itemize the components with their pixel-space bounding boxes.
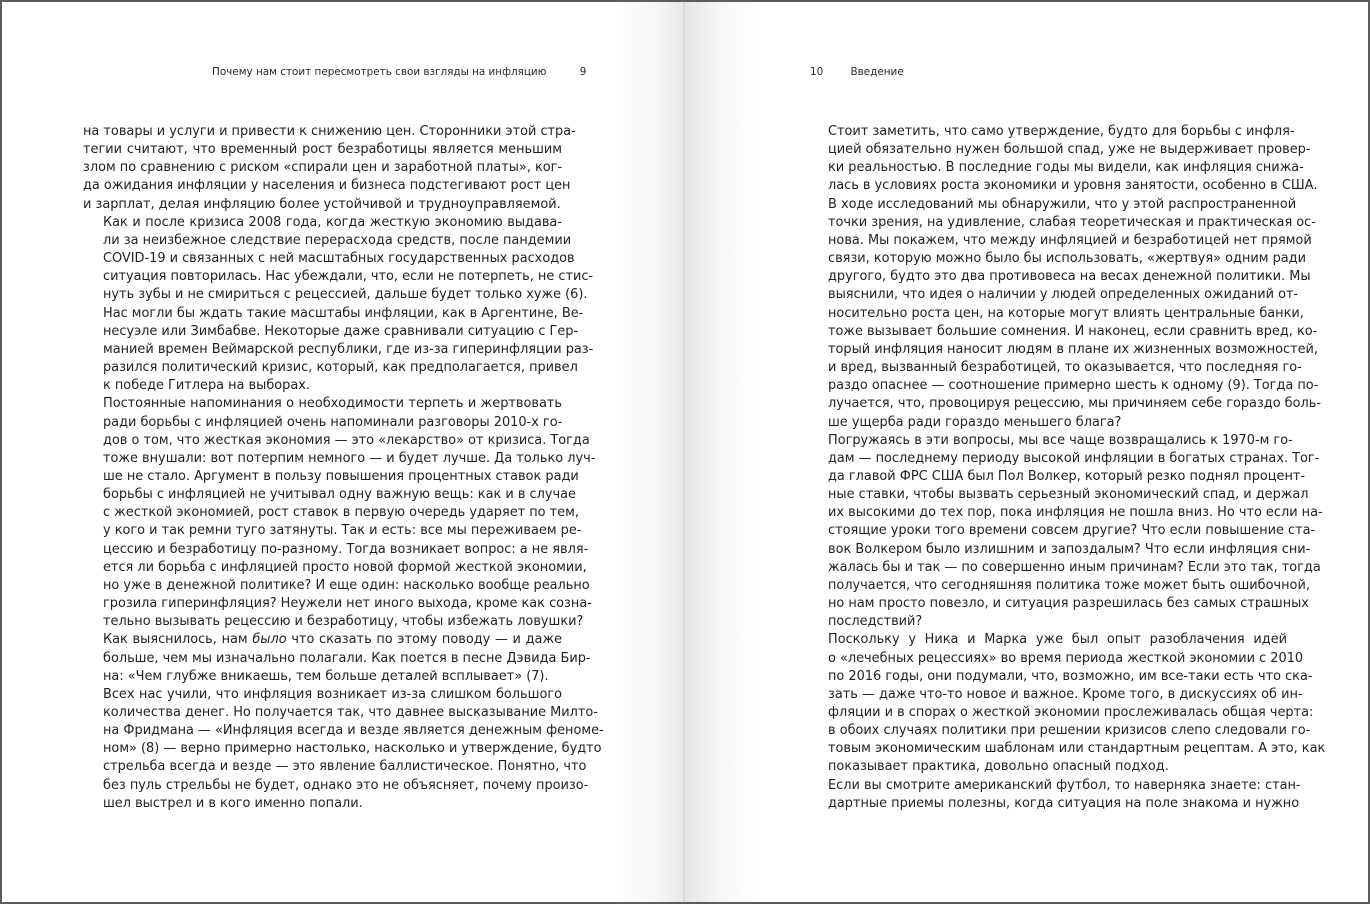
spine-shadow <box>685 2 755 902</box>
text-line: тоже внушали: вот потерпим немного — и будет лучше. Да только луч- <box>103 450 596 466</box>
text-line: нова. Мы покажем, что между инфляцией и безработицей нет прямой <box>828 232 1312 248</box>
text-line: цессию и безработицу по-разному. Тогда возникает вопрос: а не явля- <box>103 541 589 557</box>
paragraph <box>83 686 604 813</box>
text-line: тегии считают, что временный рост безработицы является меньшим <box>83 142 562 158</box>
text-line: Постоянные напоминания о необходимости терпеть и жертвовать <box>103 396 562 412</box>
text-line: получается, что сегодняшняя политика тоже может быть ошибочной, <box>828 577 1310 593</box>
text-line: грозила гиперинфляция? Неужели нет иного выхода, кроме как созна- <box>103 596 592 612</box>
emphasis: было <box>252 632 287 648</box>
text-line: на товары и услуги и привести к снижению цен. Сторонники этой стра- <box>83 124 576 139</box>
running-head-title: Почему нам стоит пересмотреть свои взгляды на инфляцию <box>212 66 547 78</box>
text-line: Всех нас учили, что инфляция возникает из-за слишком большого <box>103 686 562 702</box>
text-line: связи, которую можно было бы использовать, «жертвуя» одним ради <box>828 251 1306 267</box>
paragraph <box>83 123 576 214</box>
text-line: количества денег. Но получается так, что давнее высказывание Милто- <box>103 705 598 720</box>
text-line: вок Волкером было излишним и запоздалым? Что если инфляция сни- <box>828 541 1311 557</box>
text-line: да ожидания инфляции у населения и бизнеса подстегивают рост цен <box>83 178 571 194</box>
text-line: ли за неизбежное следствие перерасхода средств, после пандемии <box>103 232 572 248</box>
text-line: по 2016 годы, они подумали, что, возможно, им все-таки есть что ска- <box>828 668 1313 684</box>
text-line: о «лечебных рецессиях» во время периода жесткой экономии с 2010 <box>828 650 1304 666</box>
text-line: злом по сравнению с риском «спирали цен и заработной платы», ког- <box>83 160 563 176</box>
text-line: Нас могли бы ждать такие масштабы инфляции, как в Аргентине, Ве- <box>103 305 584 321</box>
paragraph <box>808 631 1326 776</box>
text-line: Если вы смотрите американский футбол, то наверняка знаете: стан- <box>828 777 1301 793</box>
text-line: без пуль стрельбы не будет, однако это не объясняет, почему произо- <box>103 777 589 793</box>
text-line: манией времен Веймарской республики, где из-за гиперинфляции раз- <box>103 341 594 357</box>
text-line: больше, чем мы изначально полагали. Как поется в песне Дэвида Бир- <box>103 650 591 666</box>
text-line: В ходе исследований мы обнаружили, что у этой распространенной <box>828 196 1297 212</box>
page-number: 10 <box>810 66 824 78</box>
text-line: торый инфляция наносит людям в плане их жизненных возможностей, <box>828 341 1319 357</box>
text-line: в обоих случаях политики при решении кризисов слепо следовали го- <box>828 723 1311 739</box>
text-line: выяснили, что идея о наличии у людей определенных ожиданий от- <box>828 287 1299 303</box>
text-line: у кого и так ремни туго затянуты. Так и есть: все мы переживаем ре- <box>103 523 582 539</box>
text-line: лась в условиях роста экономики и уровня занятости, особенно в США. <box>828 178 1318 194</box>
book-spine <box>683 2 685 902</box>
paragraph <box>83 631 591 685</box>
text-line: точки зрения, на удивление, слабая теоретическая и практическая ос- <box>828 214 1316 230</box>
text-line: Погружаясь в эти вопросы, мы все чаще возвращались к 1970-м го- <box>828 432 1293 448</box>
running-head <box>212 66 586 78</box>
running-head <box>810 66 904 78</box>
right-page <box>685 2 1368 902</box>
text-line: последствий? <box>828 614 923 630</box>
text-line: ше ущерба ради гораздо меньшего блага? <box>828 414 1122 430</box>
body-text <box>808 123 1326 813</box>
text-line: на: «Чем глубже вникаешь, тем больше деталей всплывает» (7). <box>103 668 549 684</box>
text-line: нуть зубы и не смириться с рецессией, дальше будет только хуже (6). <box>103 287 588 303</box>
paragraph <box>83 395 596 631</box>
text-line: фляции и в спорах о жесткой экономии прослеживалась общая черта: <box>828 705 1314 720</box>
text-line: жалась бы и так — по совершенно иным причинам? Если это так, тогда <box>828 559 1321 575</box>
page-number: 9 <box>579 66 587 78</box>
book-spread-viewer <box>2 2 1368 902</box>
text-line: Как и после кризиса 2008 года, когда жесткую экономию выдава- <box>103 214 562 230</box>
left-page <box>2 2 685 902</box>
text-line: и зарплат, делая инфляцию более устойчивой и трудноуправляемой. <box>83 196 561 212</box>
text-line: лучается, что, провоцируя рецессию, мы причиняем себе гораздо боль- <box>828 396 1322 412</box>
text-line: их высокими до тех пор, пока инфляция не пошла вниз. Но что если на- <box>828 505 1323 521</box>
text-line: дов о том, что жесткая экономия — это «лекарство» от кризиса. Тогда <box>103 432 590 448</box>
text-line: шел выстрел и в кого именно попали. <box>103 795 363 811</box>
text-line: Как выяснилось, нам было что сказать по этому поводу — и даже <box>103 632 563 648</box>
text-line: стоящие уроки того времени совсем другие? Что если повышение ста- <box>828 523 1316 539</box>
paragraph <box>808 123 1322 432</box>
text-line: цией обязательно нужен большой спад, уже не выдерживает провер- <box>828 142 1311 158</box>
text-line: к победе Гитлера на выборах. <box>103 378 310 394</box>
text-line: дам — последнему периоду высокой инфляции в богатых странах. Тог- <box>828 450 1320 466</box>
text-line: борьбы с инфляцией не учитывал одну важную вещь: как и в случае <box>103 487 576 503</box>
text-line: ки реальностью. В последние годы мы видели, как инфляция снижа- <box>828 160 1304 176</box>
text-line: несуэле или Зимбабве. Некоторые даже сравнивали ситуацию с Гер- <box>103 323 579 339</box>
text-line: да главой ФРС США был Пол Волкер, который резко поднял процент- <box>828 468 1306 484</box>
text-line: показывает практика, довольно опасный подход. <box>828 759 1169 775</box>
text-line: ется ли борьба с инфляцией просто новой формой жесткой экономии, <box>103 559 587 575</box>
paragraph <box>83 214 594 396</box>
running-head-title: Введение <box>850 66 904 78</box>
text-line: ные ставки, чтобы вызвать серьезный экономический спад, и держал <box>828 487 1309 503</box>
text-line: разился политический кризис, который, как предполагается, привел <box>103 360 578 376</box>
text-line: дартные приемы полезны, когда ситуация на поле знакома и нужно <box>828 795 1300 811</box>
paragraph <box>808 432 1323 632</box>
text-line: носительно роста цен, на которые могут влиять центральные банки, <box>828 305 1304 321</box>
text-line: ситуация повторилась. Нас убеждали, что, если не потерпеть, не стис- <box>103 269 594 285</box>
text-line: тоже вызывает большие сомнения. И наконец, если сравнить вред, ко- <box>828 323 1318 339</box>
text-line: COVID-19 и связанных с ней масштабных государственных расходов <box>103 251 575 267</box>
text-line: тельно вызывать рецессию и безработицу, чтобы избежать ловушки? <box>103 614 584 630</box>
text-line: зать — даже что-то новое и важное. Кроме того, в дискуссиях об ин- <box>828 686 1303 702</box>
text-line: раздо опаснее — соотношение примерно шесть к одному (9). Тогда по- <box>828 378 1319 394</box>
paragraph <box>808 777 1301 813</box>
text-line: Поскольку у Ника и Марка уже был опыт разоблачения идей <box>828 632 1287 648</box>
text-line: и вред, вызванный безработицей, то оказывается, что последняя го- <box>828 360 1302 376</box>
text-line: Стоит заметить, что само утверждение, будто для борьбы с инфля- <box>828 124 1295 139</box>
text-line: ше не стало. Аргумент в пользу повышения процентных ставок ради <box>103 468 579 484</box>
text-line: ном» (8) — верно примерно настолько, насколько и утверждение, будто <box>103 741 602 757</box>
body-text <box>83 123 604 813</box>
text-line: но уже в денежной политике? И еще один: насколько вообще реально <box>103 577 590 593</box>
text-line: стрельба всегда и везде — это явление баллистическое. Понятно, что <box>103 759 587 775</box>
text-line: товым экономическим шаблонам или стандартным рецептам. А это, как <box>828 741 1326 757</box>
text-line: другого, будто это два противовеса на весах денежной политики. Мы <box>828 269 1311 285</box>
text-line: на Фридмана — «Инфляция всегда и везде является денежным феноме- <box>103 723 604 739</box>
text-line: ради борьбы с инфляцией очень напоминали разговоры 2010-х го- <box>103 414 563 430</box>
text-line: но нам просто повезло, и ситуация разрешилась без самых страшных <box>828 596 1309 612</box>
text-line: с жесткой экономией, рост ставок в первую очередь ударяет по тем, <box>103 505 579 521</box>
spine-shadow <box>615 2 685 902</box>
